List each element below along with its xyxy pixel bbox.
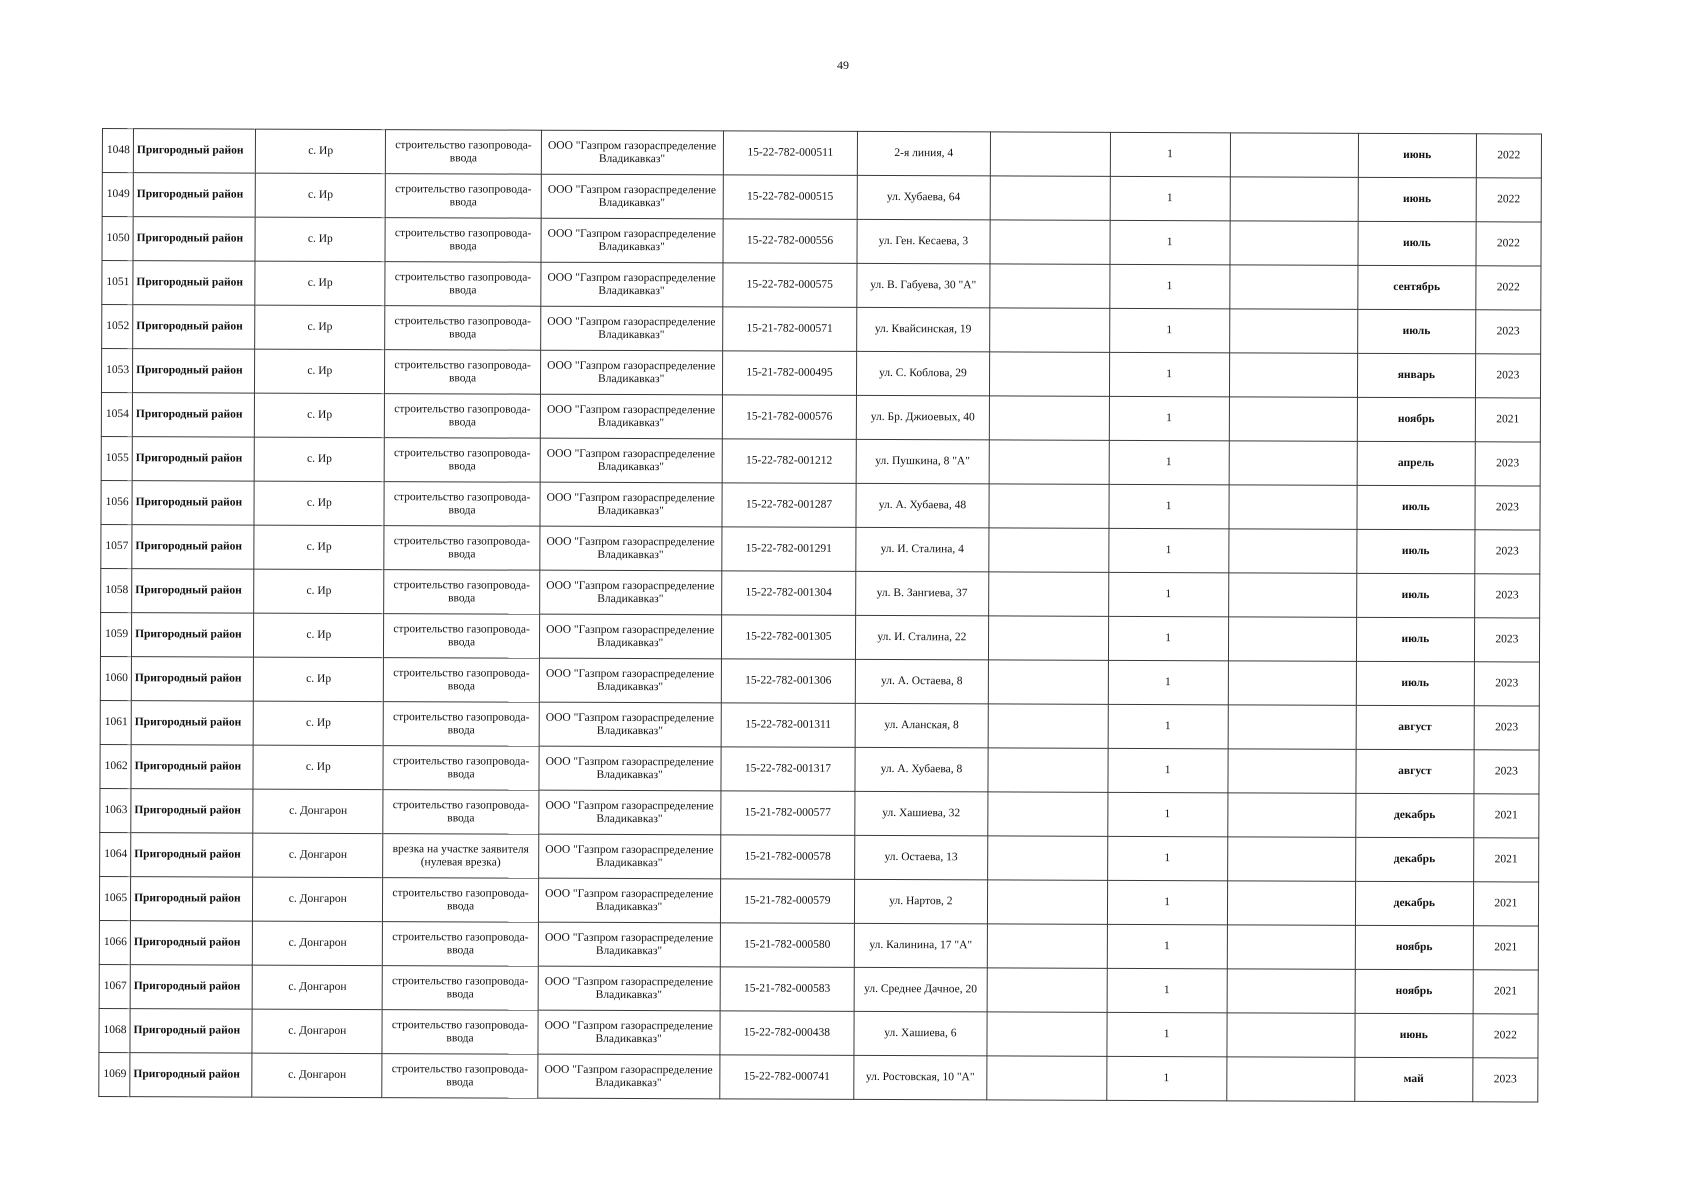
address-cell: ул. С. Коблова, 29 — [857, 351, 990, 396]
empty-cell — [989, 396, 1109, 440]
row-number: 1057 — [101, 524, 132, 568]
quantity-cell: 1 — [1109, 264, 1229, 308]
empty-cell — [989, 264, 1109, 308]
organization-cell: ООО "Газпром газораспределение Владикавказ" — [539, 658, 721, 703]
work-type-cell: строительство газопровода-ввода — [385, 262, 540, 307]
table-row — [99, 1052, 1538, 1102]
district-cell: Пригородный район — [131, 833, 253, 877]
application-number-cell: 15-22-782-001304 — [721, 571, 856, 616]
month-cell: июнь — [1358, 133, 1476, 177]
district-cell: Пригородный район — [132, 613, 254, 657]
settlement-cell: с. Донгарон — [253, 833, 384, 878]
empty-cell — [989, 308, 1109, 352]
empty-cell — [989, 440, 1109, 484]
address-cell: ул. Ростовская, 10 "А" — [854, 1055, 987, 1100]
address-cell: ул. А. Хубаева, 48 — [856, 483, 989, 528]
row-number: 1051 — [102, 261, 133, 305]
year-cell: 2022 — [1476, 178, 1541, 222]
empty-cell — [1229, 397, 1357, 441]
district-cell: Пригородный район — [133, 261, 255, 305]
settlement-cell: с. Донгарон — [252, 921, 383, 966]
quantity-cell: 1 — [1107, 792, 1227, 836]
empty-cell — [988, 748, 1108, 792]
settlement-cell: с. Ир — [255, 129, 386, 174]
empty-cell — [987, 792, 1107, 836]
row-number: 1064 — [100, 832, 131, 876]
work-type-cell: строительство газопровода-ввода — [384, 526, 539, 571]
table-row — [100, 612, 1539, 662]
row-number: 1062 — [100, 744, 131, 788]
district-cell: Пригородный район — [131, 657, 253, 701]
empty-cell — [1230, 177, 1358, 221]
organization-cell: ООО "Газпром газораспределение Владикавказ" — [540, 306, 722, 351]
settlement-cell: с. Донгарон — [252, 1053, 383, 1098]
year-cell: 2021 — [1473, 970, 1538, 1014]
district-cell: Пригородный район — [133, 305, 255, 349]
district-cell: Пригородный район — [130, 965, 252, 1009]
settlement-cell: с. Ир — [255, 261, 386, 306]
empty-cell — [1229, 309, 1357, 353]
empty-cell — [1227, 969, 1355, 1013]
organization-cell: ООО "Газпром газораспределение Владикавказ" — [541, 130, 723, 175]
table-row — [99, 964, 1538, 1014]
empty-cell — [1229, 353, 1357, 397]
application-number-cell: 15-22-782-001306 — [721, 659, 856, 704]
empty-cell — [1228, 529, 1356, 573]
quantity-cell: 1 — [1108, 572, 1228, 616]
district-cell: Пригородный район — [130, 1053, 252, 1097]
year-cell: 2021 — [1473, 882, 1538, 926]
address-cell: ул. Хашиева, 32 — [855, 791, 988, 836]
work-type-cell: строительство газопровода-ввода — [382, 1010, 537, 1055]
row-number: 1058 — [101, 568, 132, 612]
table-row — [100, 788, 1539, 838]
district-cell: Пригородный район — [131, 701, 253, 745]
district-cell: Пригородный район — [133, 173, 255, 217]
quantity-cell: 1 — [1109, 440, 1229, 484]
work-type-cell: строительство газопровода-ввода — [385, 218, 540, 263]
table-row — [100, 700, 1539, 750]
row-number: 1069 — [99, 1052, 130, 1096]
district-cell: Пригородный район — [132, 437, 254, 481]
year-cell: 2022 — [1476, 266, 1541, 310]
application-number-cell: 15-22-782-001317 — [721, 747, 856, 792]
row-number: 1066 — [99, 920, 130, 964]
district-cell: Пригородный район — [131, 745, 253, 789]
month-cell: сентябрь — [1358, 265, 1476, 309]
address-cell: ул. Остаева, 13 — [855, 835, 988, 880]
year-cell: 2022 — [1476, 222, 1541, 266]
organization-cell: ООО "Газпром газораспределение Владикавказ" — [541, 218, 723, 263]
application-number-cell: 15-21-782-000580 — [720, 923, 855, 968]
row-number: 1061 — [100, 700, 131, 744]
empty-cell — [1227, 925, 1355, 969]
empty-cell — [988, 528, 1108, 572]
month-cell: июль — [1357, 485, 1475, 529]
quantity-cell: 1 — [1110, 220, 1230, 264]
district-cell: Пригородный район — [132, 569, 254, 613]
quantity-cell: 1 — [1106, 1056, 1226, 1100]
year-cell: 2021 — [1474, 794, 1539, 838]
year-cell: 2021 — [1473, 926, 1538, 970]
month-cell: июль — [1357, 309, 1475, 353]
month-cell: ноябрь — [1355, 969, 1473, 1013]
application-number-cell: 15-21-782-000495 — [722, 351, 857, 396]
address-cell: ул. Аланская, 8 — [855, 703, 988, 748]
empty-cell — [987, 880, 1107, 924]
month-cell: июль — [1357, 529, 1475, 573]
quantity-cell: 1 — [1110, 176, 1230, 220]
year-cell: 2023 — [1475, 310, 1540, 354]
quantity-cell: 1 — [1107, 836, 1227, 880]
organization-cell: ООО "Газпром газораспределение Владикавказ" — [538, 878, 720, 923]
year-cell: 2023 — [1475, 530, 1540, 574]
table-row — [100, 744, 1539, 794]
work-type-cell: строительство газопровода-ввода — [383, 878, 538, 923]
organization-cell: ООО "Газпром газораспределение Владикавказ" — [537, 1054, 719, 1099]
empty-cell — [1227, 881, 1355, 925]
organization-cell: ООО "Газпром газораспределение Владикавказ" — [538, 922, 720, 967]
empty-cell — [989, 484, 1109, 528]
settlement-cell: с. Ир — [254, 525, 385, 570]
settlement-cell: с. Ир — [253, 701, 384, 746]
row-number: 1054 — [101, 392, 132, 436]
table-row — [101, 392, 1540, 442]
table-row — [99, 876, 1538, 926]
quantity-cell: 1 — [1109, 308, 1229, 352]
register-table — [98, 128, 1542, 1103]
table-row — [101, 568, 1540, 618]
year-cell: 2023 — [1474, 750, 1539, 794]
application-number-cell: 15-22-782-000511 — [723, 131, 858, 176]
empty-cell — [1227, 1013, 1355, 1057]
year-cell: 2023 — [1474, 574, 1539, 618]
application-number-cell: 15-22-782-001212 — [722, 439, 857, 484]
empty-cell — [1229, 485, 1357, 529]
quantity-cell: 1 — [1108, 528, 1228, 572]
application-number-cell: 15-22-782-001287 — [722, 483, 857, 528]
row-number: 1067 — [99, 964, 130, 1008]
district-cell: Пригородный район — [131, 789, 253, 833]
settlement-cell: с. Донгарон — [253, 789, 384, 834]
empty-cell — [988, 704, 1108, 748]
empty-cell — [1228, 661, 1356, 705]
district-cell: Пригородный район — [132, 525, 254, 569]
application-number-cell: 15-21-782-000577 — [720, 791, 855, 836]
month-cell: декабрь — [1355, 881, 1473, 925]
work-type-cell: строительство газопровода-ввода — [383, 790, 538, 835]
settlement-cell: с. Донгарон — [252, 1009, 383, 1054]
table-row — [102, 173, 1541, 223]
empty-cell — [990, 220, 1110, 264]
empty-cell — [988, 572, 1108, 616]
quantity-cell: 1 — [1108, 660, 1228, 704]
table-row — [100, 832, 1539, 882]
year-cell: 2023 — [1475, 442, 1540, 486]
application-number-cell: 15-21-782-000579 — [720, 879, 855, 924]
settlement-cell: с. Ир — [254, 613, 385, 658]
quantity-cell: 1 — [1108, 748, 1228, 792]
quantity-cell: 1 — [1107, 924, 1227, 968]
year-cell: 2023 — [1475, 354, 1540, 398]
organization-cell: ООО "Газпром газораспределение Владикавказ" — [539, 746, 721, 791]
organization-cell: ООО "Газпром газораспределение Владикавказ" — [539, 570, 721, 615]
table-row — [102, 261, 1541, 311]
organization-cell: ООО "Газпром газораспределение Владикавказ" — [538, 1010, 720, 1055]
address-cell: ул. Хубаева, 64 — [857, 175, 990, 220]
district-cell: Пригородный район — [133, 217, 255, 261]
work-type-cell: строительство газопровода-ввода — [385, 306, 540, 351]
table-row — [101, 524, 1540, 574]
quantity-cell: 1 — [1108, 616, 1228, 660]
settlement-cell: с. Ир — [253, 745, 384, 790]
district-cell: Пригородный район — [130, 921, 252, 965]
quantity-cell: 1 — [1107, 880, 1227, 924]
organization-cell: ООО "Газпром газораспределение Владикавказ" — [541, 174, 723, 219]
district-cell: Пригородный район — [133, 129, 255, 173]
work-type-cell: строительство газопровода-ввода — [384, 614, 539, 659]
quantity-cell: 1 — [1110, 132, 1230, 176]
year-cell: 2023 — [1473, 1058, 1538, 1102]
empty-cell — [1226, 1057, 1354, 1101]
settlement-cell: с. Ир — [255, 305, 386, 350]
settlement-cell: с. Ир — [255, 173, 386, 218]
empty-cell — [987, 924, 1107, 968]
row-number: 1049 — [102, 173, 133, 217]
year-cell: 2023 — [1474, 618, 1539, 662]
work-type-cell: строительство газопровода-ввода — [384, 570, 539, 615]
quantity-cell: 1 — [1109, 396, 1229, 440]
table-row — [99, 1008, 1538, 1058]
work-type-cell: строительство газопровода-ввода — [382, 1054, 537, 1099]
quantity-cell: 1 — [1109, 484, 1229, 528]
address-cell: ул. А. Хубаева, 8 — [855, 747, 988, 792]
table-row — [101, 436, 1540, 486]
organization-cell: ООО "Газпром газораспределение Владикавказ" — [538, 790, 720, 835]
address-cell: ул. Пушкина, 8 "А" — [856, 439, 989, 484]
work-type-cell: строительство газопровода-ввода — [383, 922, 538, 967]
empty-cell — [1227, 793, 1355, 837]
empty-cell — [988, 616, 1108, 660]
organization-cell: ООО "Газпром газораспределение Владикавказ" — [538, 966, 720, 1011]
address-cell: ул. А. Остаева, 8 — [855, 659, 988, 704]
work-type-cell: врезка на участке заявителя (нулевая врезка) — [383, 834, 538, 879]
month-cell: июнь — [1358, 177, 1476, 221]
settlement-cell: с. Ир — [255, 217, 386, 262]
application-number-cell: 15-22-782-001311 — [721, 703, 856, 748]
empty-cell — [1229, 441, 1357, 485]
month-cell: декабрь — [1355, 837, 1473, 881]
row-number: 1055 — [101, 436, 132, 480]
month-cell: ноябрь — [1355, 925, 1473, 969]
table-row — [100, 656, 1539, 706]
organization-cell: ООО "Газпром газораспределение Владикавказ" — [540, 438, 722, 483]
empty-cell — [990, 132, 1110, 176]
month-cell: январь — [1357, 353, 1475, 397]
work-type-cell: строительство газопровода-ввода — [384, 482, 539, 527]
year-cell: 2022 — [1473, 1014, 1538, 1058]
work-type-cell: строительство газопровода-ввода — [386, 130, 541, 175]
empty-cell — [988, 660, 1108, 704]
address-cell: ул. И. Сталина, 4 — [856, 527, 989, 572]
empty-cell — [990, 176, 1110, 220]
year-cell: 2023 — [1474, 706, 1539, 750]
month-cell: ноябрь — [1357, 397, 1475, 441]
district-cell: Пригородный район — [130, 877, 252, 921]
application-number-cell: 15-22-782-000438 — [720, 1011, 855, 1056]
work-type-cell: строительство газопровода-ввода — [384, 658, 539, 703]
organization-cell: ООО "Газпром газораспределение Владикавказ" — [540, 394, 722, 439]
row-number: 1068 — [99, 1008, 130, 1052]
row-number: 1052 — [102, 305, 133, 349]
settlement-cell: с. Донгарон — [252, 965, 383, 1010]
empty-cell — [1228, 573, 1356, 617]
row-number: 1048 — [102, 129, 133, 173]
year-cell: 2022 — [1476, 134, 1541, 178]
address-cell: ул. И. Сталина, 22 — [856, 615, 989, 660]
month-cell: декабрь — [1356, 793, 1474, 837]
table-row — [101, 480, 1540, 530]
month-cell: июль — [1356, 661, 1474, 705]
address-cell: ул. В. Габуева, 30 "А" — [857, 263, 990, 308]
empty-cell — [987, 1012, 1107, 1056]
row-number: 1063 — [100, 788, 131, 832]
organization-cell: ООО "Газпром газораспределение Владикавказ" — [539, 702, 721, 747]
row-number: 1053 — [101, 349, 132, 393]
settlement-cell: с. Ир — [254, 481, 385, 526]
empty-cell — [1228, 749, 1356, 793]
month-cell: июль — [1358, 221, 1476, 265]
settlement-cell: с. Ир — [255, 349, 386, 394]
month-cell: июль — [1356, 573, 1474, 617]
row-number: 1050 — [102, 217, 133, 261]
empty-cell — [987, 836, 1107, 880]
organization-cell: ООО "Газпром газораспределение Владикавказ" — [540, 262, 722, 307]
month-cell: август — [1356, 705, 1474, 749]
quantity-cell: 1 — [1108, 704, 1228, 748]
application-number-cell: 15-22-782-000575 — [722, 263, 857, 308]
work-type-cell: строительство газопровода-ввода — [383, 966, 538, 1011]
table-row — [102, 129, 1541, 179]
address-cell: ул. Среднее Дачное, 20 — [854, 967, 987, 1012]
settlement-cell: с. Ир — [254, 569, 385, 614]
address-cell: ул. Нартов, 2 — [855, 879, 988, 924]
year-cell: 2023 — [1475, 486, 1540, 530]
year-cell: 2023 — [1474, 662, 1539, 706]
month-cell: август — [1356, 749, 1474, 793]
work-type-cell: строительство газопровода-ввода — [385, 350, 540, 395]
organization-cell: ООО "Газпром газораспределение Владикавказ" — [539, 526, 721, 571]
empty-cell — [989, 352, 1109, 396]
empty-cell — [1228, 705, 1356, 749]
address-cell: ул. Хашиева, 6 — [854, 1011, 987, 1056]
application-number-cell: 15-21-782-000578 — [720, 835, 855, 880]
work-type-cell: строительство газопровода-ввода — [384, 702, 539, 747]
empty-cell — [987, 968, 1107, 1012]
work-type-cell: строительство газопровода-ввода — [386, 174, 541, 219]
year-cell: 2021 — [1473, 838, 1538, 882]
address-cell: 2-я линия, 4 — [857, 131, 990, 176]
table-row — [102, 305, 1541, 355]
address-cell: ул. Ген. Кесаева, 3 — [857, 219, 990, 264]
page-number: 49 — [837, 58, 849, 72]
address-cell: ул. В. Зангиева, 37 — [856, 571, 989, 616]
district-cell: Пригородный район — [133, 349, 255, 393]
empty-cell — [1230, 133, 1358, 177]
month-cell: июль — [1356, 617, 1474, 661]
settlement-cell: с. Ир — [254, 437, 385, 482]
empty-cell — [1228, 617, 1356, 661]
application-number-cell: 15-22-782-000741 — [719, 1055, 854, 1100]
settlement-cell: с. Донгарон — [253, 877, 384, 922]
settlement-cell: с. Ир — [254, 393, 385, 438]
empty-cell — [1229, 265, 1357, 309]
table-row — [101, 349, 1540, 399]
table-row — [99, 920, 1538, 970]
row-number: 1059 — [100, 612, 131, 656]
address-cell: ул. Квайсинская, 19 — [857, 307, 990, 352]
quantity-cell: 1 — [1107, 1012, 1227, 1056]
year-cell: 2021 — [1475, 398, 1540, 442]
month-cell: май — [1355, 1057, 1473, 1101]
district-cell: Пригородный район — [132, 481, 254, 525]
application-number-cell: 15-22-782-001305 — [721, 615, 856, 660]
application-number-cell: 15-21-782-000571 — [722, 307, 857, 352]
month-cell: июнь — [1355, 1013, 1473, 1057]
application-number-cell: 15-22-782-001291 — [721, 527, 856, 572]
work-type-cell: строительство газопровода-ввода — [385, 438, 540, 483]
work-type-cell: строительство газопровода-ввода — [385, 394, 540, 439]
table-row — [102, 217, 1541, 267]
address-cell: ул. Калинина, 17 "А" — [854, 923, 987, 968]
quantity-cell: 1 — [1107, 968, 1227, 1012]
empty-cell — [1230, 221, 1358, 265]
row-number: 1056 — [101, 480, 132, 524]
organization-cell: ООО "Газпром газораспределение Владикавказ" — [540, 482, 722, 527]
settlement-cell: с. Ир — [253, 657, 384, 702]
work-type-cell: строительство газопровода-ввода — [383, 746, 538, 791]
row-number: 1065 — [99, 876, 130, 920]
application-number-cell: 15-21-782-000583 — [720, 967, 855, 1012]
empty-cell — [1227, 837, 1355, 881]
address-cell: ул. Бр. Джиоевых, 40 — [856, 395, 989, 440]
row-number: 1060 — [100, 656, 131, 700]
application-number-cell: 15-22-782-000515 — [723, 175, 858, 220]
quantity-cell: 1 — [1109, 352, 1229, 396]
application-number-cell: 15-22-782-000556 — [723, 219, 858, 264]
organization-cell: ООО "Газпром газораспределение Владикавказ" — [540, 350, 722, 395]
month-cell: апрель — [1357, 441, 1475, 485]
application-number-cell: 15-21-782-000576 — [722, 395, 857, 440]
organization-cell: ООО "Газпром газораспределение Владикавказ" — [539, 614, 721, 659]
district-cell: Пригородный район — [130, 1009, 252, 1053]
organization-cell: ООО "Газпром газораспределение Владикавказ" — [538, 834, 720, 879]
district-cell: Пригородный район — [132, 393, 254, 437]
empty-cell — [986, 1056, 1106, 1100]
